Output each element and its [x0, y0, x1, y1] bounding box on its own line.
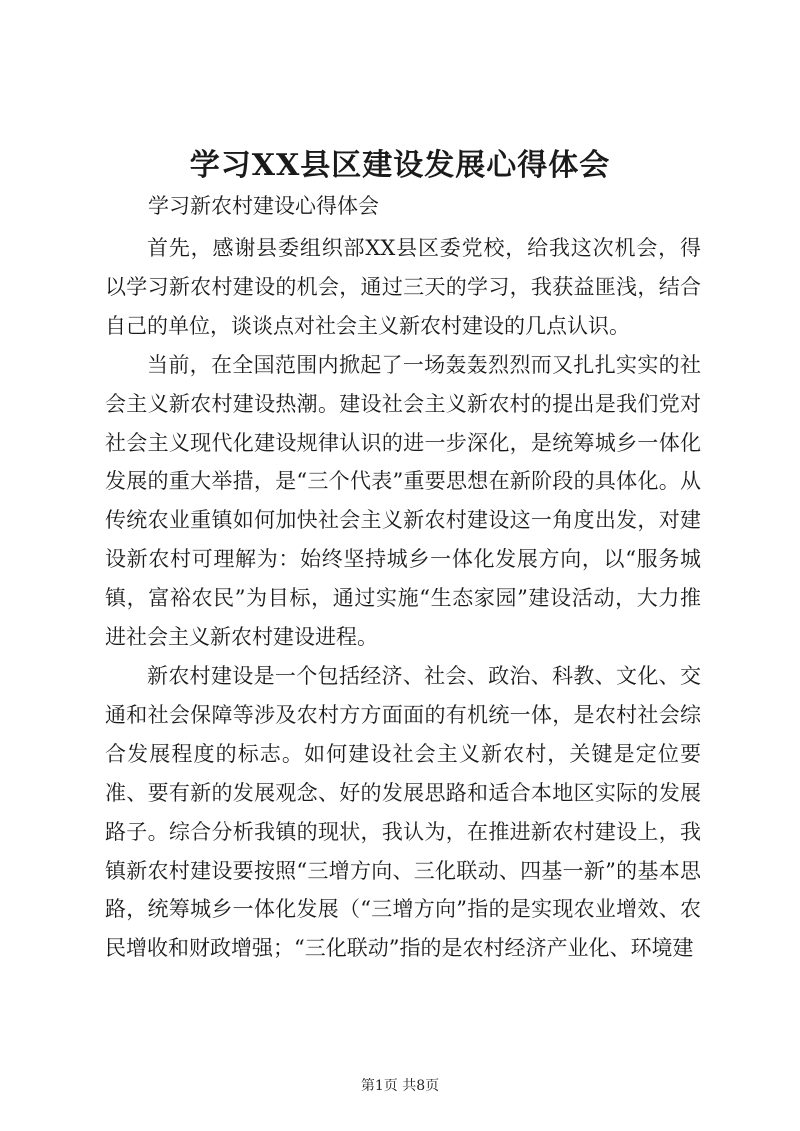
document-body	[105, 229, 701, 968]
paragraph: 当前，在全国范围内掀起了一场轰轰烈烈而又扎扎实实的社会主义新农村建设热潮。建设社会主义新农村的提出是我们党对社会主义现代化建设规律认识的进一步深化，是统筹城乡一体化发展的重大举措，是“三个代表”重要思想在新阶段的具体化。从传统农业重镇如何加快社会主义新农村建设这一角度出发，对建设新农村可理解为：始终坚持城乡一体化发展方向，以“服务城镇，富裕农民”为目标，通过实施“生态家园”建设活动，大力推进社会主义新农村建设进程。	[105, 352, 701, 650]
page-number-footer: 第1页 共8页	[360, 1078, 440, 1094]
document-subtitle: 学习新农村建设心得体会	[148, 194, 379, 218]
paragraph: 首先，感谢县委组织部XX县区委党校，给我这次机会，得以学习新农村建设的机会，通过三天的学习，我获益匪浅，结合自己的单位，谈谈点对社会主义新农村建设的几点认识。	[105, 236, 701, 338]
document-title: 学习XX县区建设发展心得体会	[189, 148, 611, 183]
paragraph: 新农村建设是一个包括经济、社会、政治、科教、文化、交通和社会保障等涉及农村方方面面的有机统一体，是农村社会综合发展程度的标志。如何建设社会主义新农村，关键是定位要准、要有新的发展观念、好的发展思路和适合本地区实际的发展路子。综合分析我镇的现状，我认为，在推进新农村建设上，我镇新农村建设要按照“三增方向、三化联动、四基一新”的基本思路，统筹城乡一体化发展（“三增方向”指的是实现农业增效、农民增收和财政增强；“三化联动”指的是农村经济产业化、环境建	[105, 663, 701, 961]
